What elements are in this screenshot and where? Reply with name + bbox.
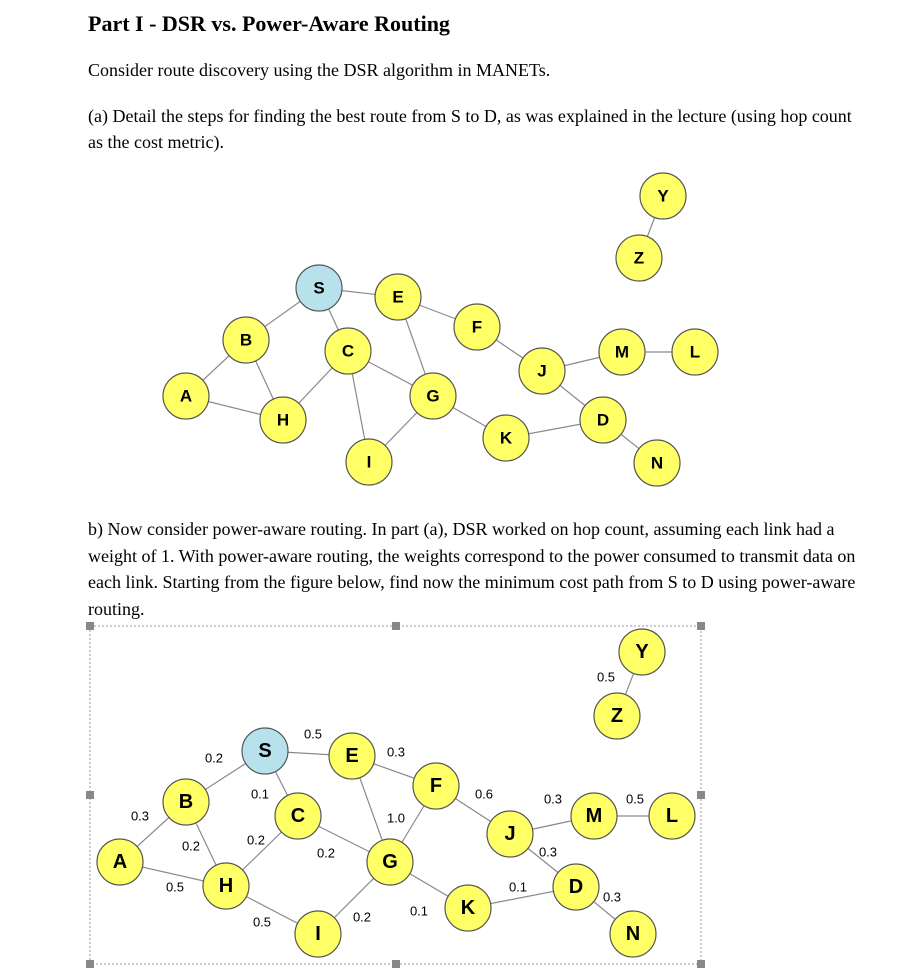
weight-E-F: 0.3 xyxy=(386,744,406,760)
node-G xyxy=(367,839,413,885)
weight-K-D: 0.1 xyxy=(508,879,528,895)
node-N xyxy=(610,911,656,957)
svg-text:B: B xyxy=(178,791,194,813)
node-D xyxy=(553,864,599,910)
svg-text:G: G xyxy=(382,851,398,873)
node-I xyxy=(295,911,341,957)
svg-text:C: C xyxy=(341,341,355,361)
svg-text:G: G xyxy=(426,386,440,406)
weight-F-J: 0.6 xyxy=(474,786,494,802)
node-Y xyxy=(619,629,665,675)
svg-text:F: F xyxy=(429,775,443,797)
weight-A-H: 0.5 xyxy=(165,879,185,895)
svg-text:H: H xyxy=(276,410,290,430)
weight-H-C: 0.2 xyxy=(246,832,266,848)
svg-text:L: L xyxy=(689,342,701,362)
weight-S-C: 0.1 xyxy=(250,786,270,802)
weight-S-E: 0.5 xyxy=(303,726,323,742)
node-J xyxy=(487,811,533,857)
svg-text:J: J xyxy=(504,823,516,845)
svg-text:E: E xyxy=(392,287,404,307)
svg-text:Z: Z xyxy=(633,248,645,268)
svg-text:A: A xyxy=(179,386,193,406)
svg-text:L: L xyxy=(665,805,679,827)
svg-text:H: H xyxy=(218,875,234,897)
weight-B-A: 0.3 xyxy=(130,808,150,824)
node-M xyxy=(571,793,617,839)
weight-J-D: 0.3 xyxy=(538,844,558,860)
svg-text:C: C xyxy=(290,805,306,827)
node-H xyxy=(203,863,249,909)
intro-paragraph: Consider route discovery using the DSR algorithm in MANETs. xyxy=(88,60,551,80)
svg-text:S: S xyxy=(313,278,325,298)
weight-C-G: 0.2 xyxy=(316,845,336,861)
weight-F-G: 1.0 xyxy=(386,810,406,826)
weight-H-I: 0.5 xyxy=(252,914,272,930)
svg-text:S: S xyxy=(258,740,272,762)
svg-text:D: D xyxy=(596,410,610,430)
svg-text:K: K xyxy=(499,428,513,448)
svg-text:Z: Z xyxy=(610,705,624,727)
node-E xyxy=(329,733,375,779)
node-B xyxy=(163,779,209,825)
svg-text:A: A xyxy=(112,851,128,873)
svg-text:E: E xyxy=(345,745,359,767)
node-Z xyxy=(594,693,640,739)
page-title: Part I - DSR vs. Power-Aware Routing xyxy=(88,11,450,36)
svg-text:M: M xyxy=(614,342,630,362)
weight-S-B: 0.2 xyxy=(204,750,224,766)
node-S xyxy=(242,728,288,774)
node-C xyxy=(275,793,321,839)
svg-text:I: I xyxy=(366,452,372,472)
node-L xyxy=(649,793,695,839)
svg-text:F: F xyxy=(471,317,483,337)
svg-text:D: D xyxy=(568,876,584,898)
part-a-paragraph: (a) Detail the steps for finding the best route from S to D, as was explained in the lecture (using hop count as the cost metric). xyxy=(88,106,852,152)
weight-M-L: 0.5 xyxy=(625,791,645,807)
weight-D-N: 0.3 xyxy=(602,889,622,905)
weight-G-I: 0.2 xyxy=(352,909,372,925)
node-A xyxy=(97,839,143,885)
svg-text:Y: Y xyxy=(657,186,669,206)
svg-text:K: K xyxy=(460,897,476,919)
svg-text:N: N xyxy=(625,923,641,945)
weight-B-H: 0.2 xyxy=(181,838,201,854)
weight-G-K: 0.1 xyxy=(409,903,429,919)
node-K xyxy=(445,885,491,931)
svg-text:I: I xyxy=(315,923,321,945)
weight-Y-Z: 0.5 xyxy=(596,669,616,685)
node-F xyxy=(413,763,459,809)
svg-text:Y: Y xyxy=(635,641,649,663)
svg-text:N: N xyxy=(650,453,664,473)
svg-text:J: J xyxy=(537,361,547,381)
svg-text:B: B xyxy=(239,330,253,350)
weight-J-M: 0.3 xyxy=(543,791,563,807)
svg-text:M: M xyxy=(585,805,603,827)
part-b-paragraph: b) Now consider power-aware routing. In part (a), DSR worked on hop count, assuming each link had a weight of 1. With power-aware routing, the weights correspond to the power consumed to transmit data on each link. Starting from the figure below, find now the minimum cost path from S to D using power-aware routing. xyxy=(88,519,856,619)
